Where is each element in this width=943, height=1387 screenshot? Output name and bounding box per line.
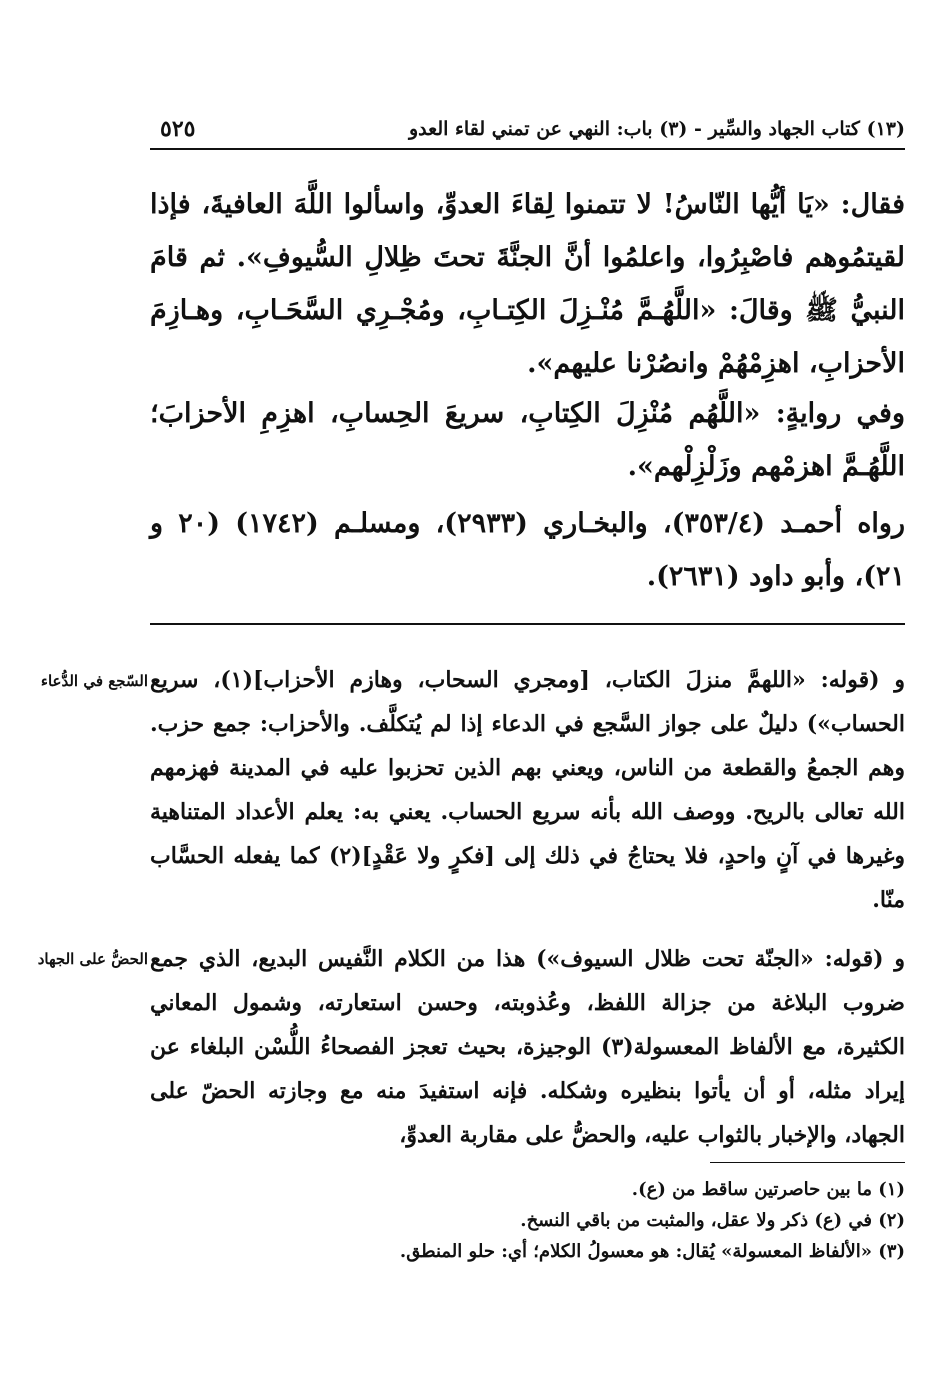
footnote-2: (٢) في (ع) ذكر ولا عقل، والمثبت من باقي النسخ.: [520, 1210, 905, 1231]
hadith-sources: رواه أحمـد (٣٥٣/٤)، والبخـاري (٢٩٣٣)، ومسلـم (١٧٤٢) (٢٠ و ٢١)، وأبو داود (٢٦٣١).: [150, 508, 906, 592]
hadith-text-paragraph: [150, 178, 905, 390]
margin-note-saj: السّجع في الدُّعاء: [40, 672, 148, 690]
page-number: ٥٢٥: [160, 116, 196, 142]
header-title: (١٣) كتاب الجهاد والسِّير - (٣) باب: النهي عن تمني لقاء العدو: [409, 118, 905, 140]
running-header: [150, 118, 905, 148]
header-rule: [150, 148, 905, 150]
footnote-rule: [710, 1162, 905, 1163]
commentary-text: و (قوله: «الجنّة تحت ظلال السيوف») هذا من الكلام النَّفيس البديع، الذي جمع ضروب البلاغة من جزالة اللفظ، وعُذوبته، وحسن استعارته، وشمول المعاني الكثيرة، مع الألفاظ المعسولة(٣) الوجيزة، بحيث تعجز الفصحاءُ اللُّسْن البلغاء عن إيراد مثله، أو أن يأتوا بنظيره وشكله. فإنه استفيدَ منه مع وجازته الحضّ على الجهاد، والإخبار بالثواب عليه، والحضُّ على مقاربة العدوِّ،: [150, 946, 905, 1148]
footnote-3: (٣) «الألفاظ المعسولة» يُقال: هو معسولُ الكلام؛ أي: حلو المنطق.: [399, 1241, 905, 1262]
commentary-text: و (قوله: «اللهمَّ منزلَ الكتاب، [ومجري السحاب، وهازم الأحزاب](١)، سريع الحساب») دليلٌ على جواز السَّجع في الدعاء إذا لم يُتكلَّف. والأحزاب: جمع حزب. وهم الجمعُ والقطعة من الناس، ويعني بهم الذين تحزبوا عليه في المدينة فهزمهم الله تعالى بالريح. ووصف الله بأنه سريع الحساب. يعني به: يعلم الأعداد المتناهية وغيرها في آنٍ واحدٍ، فلا يحتاجُ في ذلك إلى [فكرٍ ولا عَقْدٍ](٢) كما يفعله الحسَّاب منّا.: [150, 667, 906, 913]
hadith-variant: وفي روايةٍ: «اللَّهُم مُنْزِلَ الكِتابِ، سريعَ الحِسابِ، اهزِمِ الأحزابَ؛ اللَّهُـمَّ اهزمْهم وزَلْزِلْهم».: [150, 398, 905, 482]
footnotes: [150, 1174, 905, 1267]
margin-note-jihad: الحضُّ على الجهاد: [37, 950, 148, 968]
hadith-variant-paragraph: [150, 387, 905, 493]
commentary-paragraph-saj: [150, 658, 905, 922]
hadith-text: فقال: «يَا أيُّها النّاسُ! لا تتمنوا لِقاءَ العدوِّ، واسألوا اللَّهَ العافيةَ، فإذا لقيتمُوهم فاصْبِرُوا، واعلمُوا أنَّ الجنَّةَ تحتَ ظِلالِ السُّيوفِ». ثم قامَ النبيُّ ﷺ وقالَ: «اللَّهُـمَّ مُنْـزِلَ الكِتـابِ، ومُجْـرِي السَّحَـابِ، وهـازِمَ الأحزابِ، اهزِمْهُمْ وانصُرْنا عليهم».: [150, 189, 905, 379]
footnote-1: (١) ما بين حاصرتين ساقط من (ع).: [631, 1179, 905, 1200]
hadith-sources-paragraph: [150, 497, 905, 603]
commentary-paragraph-jihad: [150, 937, 905, 1157]
section-divider: [150, 623, 905, 625]
